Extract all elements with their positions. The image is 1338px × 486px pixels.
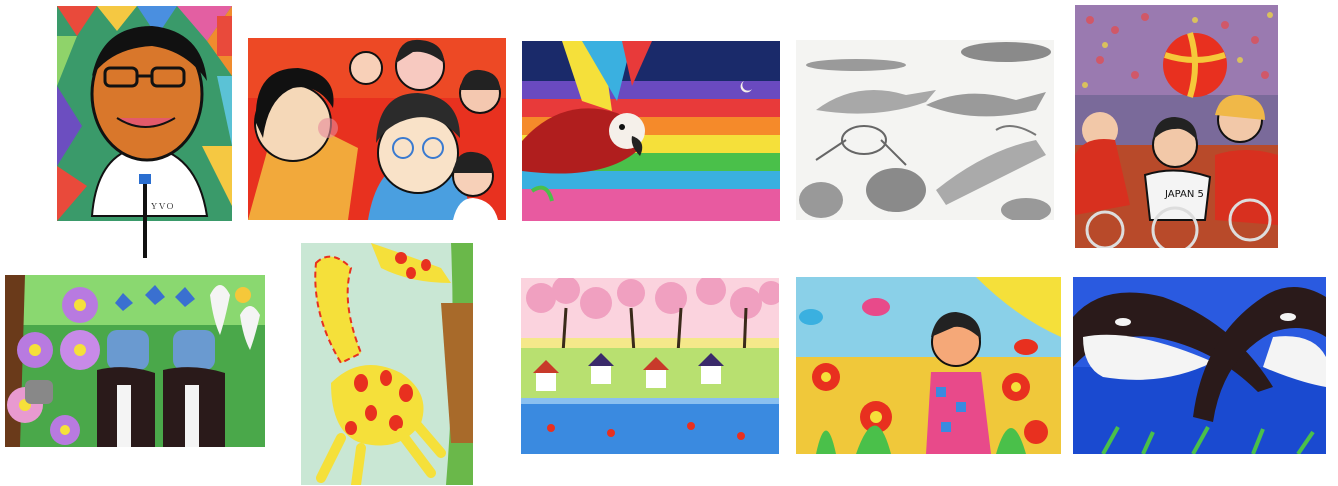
artwork-basketball[interactable] (1075, 5, 1278, 248)
artwork-garden[interactable] (796, 277, 1061, 454)
artwork-portrait[interactable] (57, 6, 232, 258)
artwork-parrot[interactable] (522, 41, 780, 221)
artwork-family[interactable] (248, 38, 506, 220)
artwork-portrait-signature: ＹＶＯ (150, 202, 174, 211)
artwork-giraffe[interactable] (301, 243, 473, 485)
artwork-village[interactable] (521, 278, 779, 454)
jersey-text: JAPAN 5 (1165, 189, 1204, 200)
artwork-orcas[interactable] (1073, 277, 1326, 454)
artwork-cats[interactable] (5, 275, 265, 447)
artwork-sea-creatures[interactable] (796, 40, 1054, 220)
